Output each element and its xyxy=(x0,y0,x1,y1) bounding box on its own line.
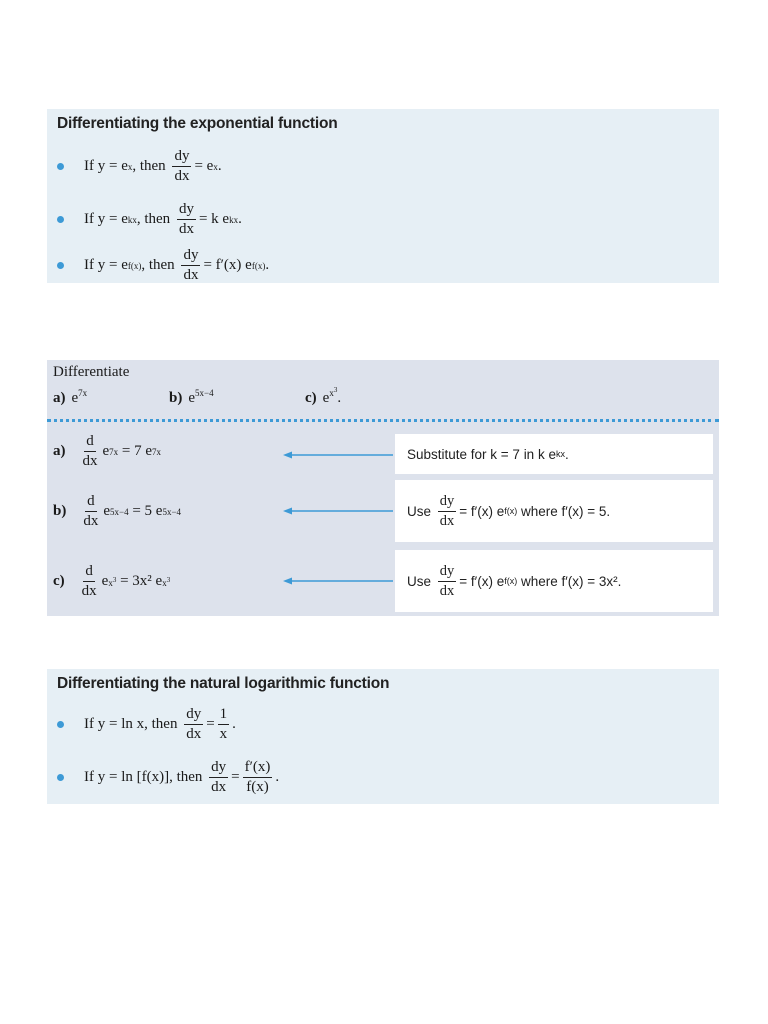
derivative-fraction: $\frac{dy}{dx}$ xyxy=(439,563,455,599)
rule-item: If y = e f(x) , then $\frac{dy}{dx}$ = f′(x) e f(x) . xyxy=(57,248,269,283)
example-title: Differentiate xyxy=(53,364,130,380)
derivative-fraction: $\frac{dy}{dx}$ xyxy=(178,201,194,237)
rule-item: If y = ln x, then $\frac{dy}{dx}$ = $\frac{1}{x}$ . xyxy=(57,707,236,742)
bullet-icon xyxy=(57,774,64,781)
arrow-left-icon xyxy=(283,576,393,586)
result-fraction: $\frac{1}{x}$ xyxy=(219,706,228,742)
derivative-fraction: $\frac{dy}{dx}$ xyxy=(174,148,190,184)
bullet-icon xyxy=(57,721,64,728)
logarithmic-rules-box xyxy=(47,669,719,804)
note-a: Substitute for k = 7 in k e kx . xyxy=(395,434,713,474)
exponential-heading: Differentiating the exponential function xyxy=(57,115,338,132)
example-part-c: c) $e^{x^3}$. xyxy=(305,386,342,406)
exponential-rules-box xyxy=(47,109,719,283)
rule-item: If y = e x , then $\frac{dy}{dx}$ = e x . xyxy=(57,149,222,184)
worked-example-box xyxy=(47,360,719,616)
rule-item: If y = e kx , then $\frac{dy}{dx}$ = k e kx . xyxy=(57,202,242,237)
derivative-fraction: $\frac{d}{dx}$ xyxy=(83,493,99,529)
arrow-left-icon xyxy=(283,506,393,516)
dotted-divider xyxy=(47,419,719,422)
bullet-icon xyxy=(57,163,64,170)
example-part-a: a) $e^{7x}$ xyxy=(53,388,88,406)
bullet-icon xyxy=(57,216,64,223)
derivative-fraction: $\frac{d}{dx}$ xyxy=(82,433,98,469)
derivative-fraction: $\frac{dy}{dx}$ xyxy=(186,706,202,742)
note-c: Use $\frac{dy}{dx}$ = f′(x) e f(x) where f′(x) = 3x². xyxy=(395,550,713,612)
example-part-b: b) $e^{5x-4}$ xyxy=(169,388,214,406)
solution-c: c) $\frac{d}{dx}$ e $x^3$ = 3x² e $x^3$ xyxy=(53,563,171,599)
arrow-left-icon xyxy=(283,450,393,460)
bullet-icon xyxy=(57,262,64,269)
derivative-fraction: $\frac{d}{dx}$ xyxy=(81,563,97,599)
derivative-fraction: $\frac{dy}{dx}$ xyxy=(439,493,455,529)
result-fraction: $\frac{f'(x)}{f(x)}$ xyxy=(244,759,271,795)
solution-a: a) $\frac{d}{dx}$ e 7x = 7 e 7x xyxy=(53,433,162,469)
note-b: Use $\frac{dy}{dx}$ = f′(x) e f(x) where f′(x) = 5. xyxy=(395,480,713,542)
solution-b: b) $\frac{d}{dx}$ e 5x−4 = 5 e 5x−4 xyxy=(53,493,182,529)
derivative-fraction: $\frac{dy}{dx}$ xyxy=(211,759,227,795)
derivative-fraction: $\frac{dy}{dx}$ xyxy=(183,247,199,283)
rule-item: If y = ln [f(x)], then $\frac{dy}{dx}$ = $\frac{f'(x)}{f(x)}$ . xyxy=(57,760,279,795)
logarithmic-heading: Differentiating the natural logarithmic function xyxy=(57,675,390,692)
